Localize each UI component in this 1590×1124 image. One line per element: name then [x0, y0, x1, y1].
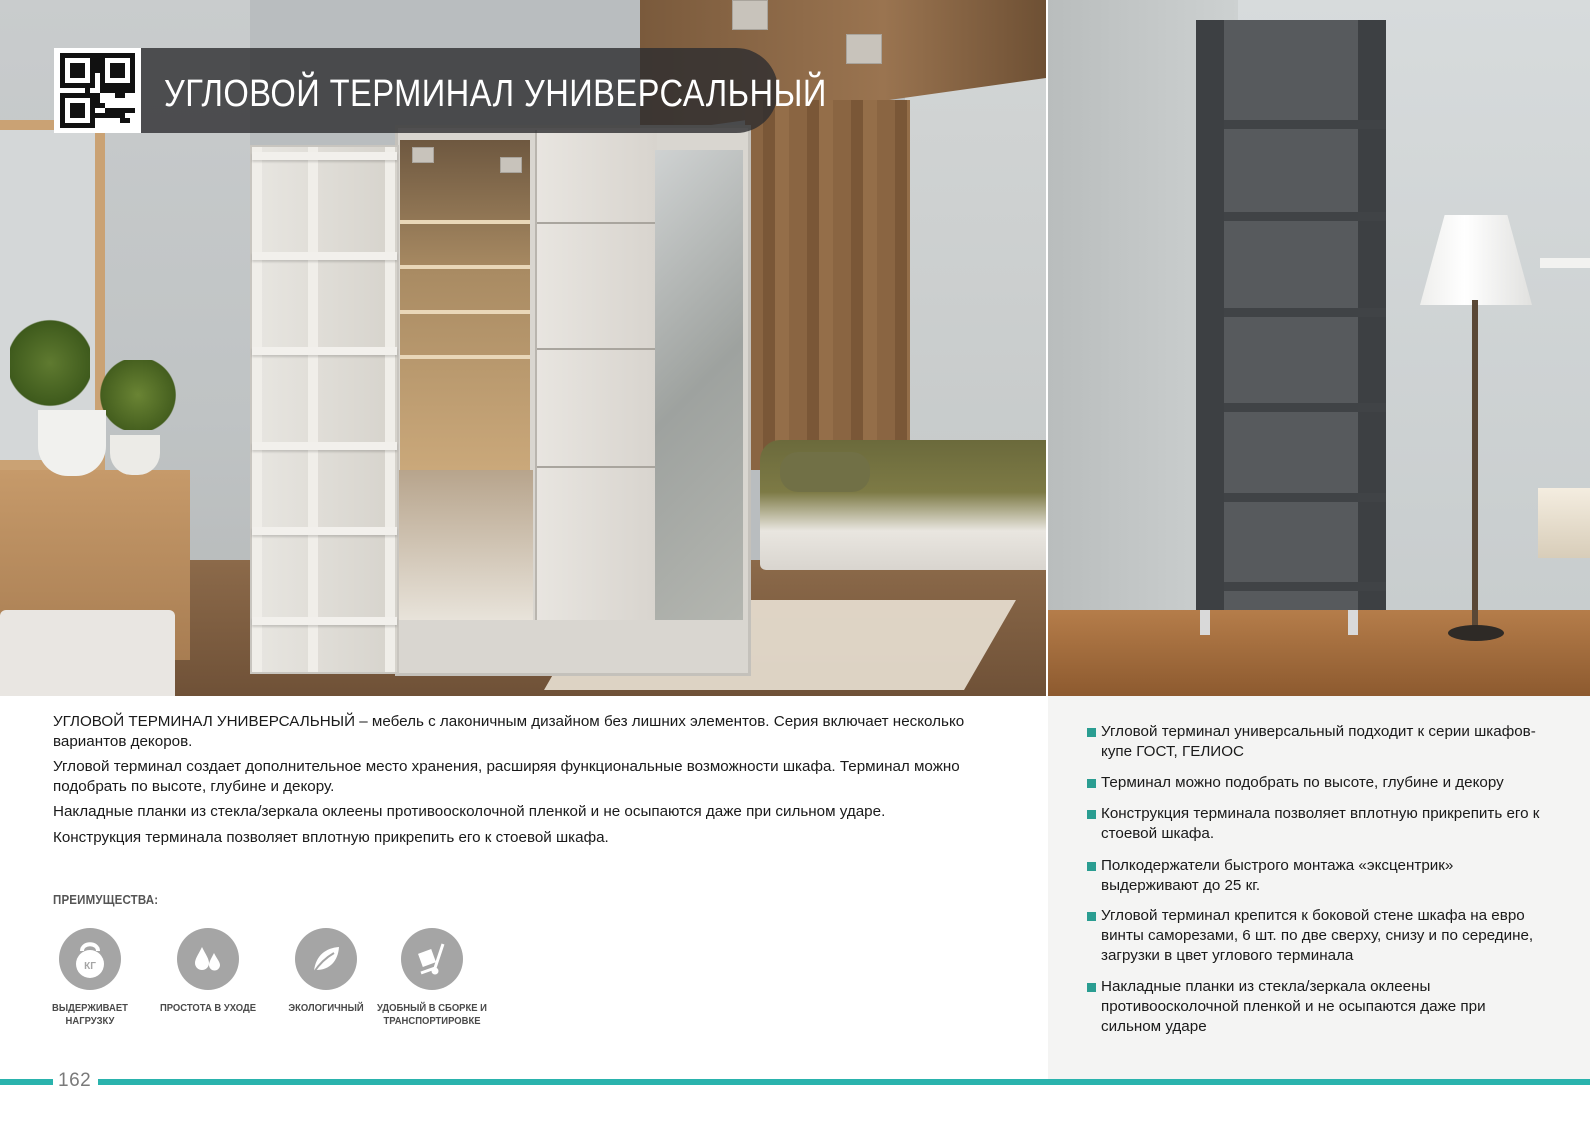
feature-text: Полкодержатели быстрого монтажа «эксцентрик» выдерживают до 25 кг.: [1101, 857, 1454, 894]
feature-item: [1101, 722, 1541, 762]
footer-accent-line: [98, 1079, 1590, 1085]
hand-truck-icon: [401, 928, 463, 990]
footer-accent-line: [0, 1079, 53, 1085]
kettlebell-badge: КГ: [84, 961, 96, 972]
feature-item: [1101, 906, 1541, 966]
feature-item: [1101, 804, 1541, 844]
advantage-assembly: [370, 928, 494, 1028]
product-photo-corner-terminal: [1048, 0, 1590, 696]
description-paragraph: Угловой терминал создает дополнительное место хранения, расширяя функциональные возможности шкафа. Терминал можно подобрать по высоте, глубине и декору.: [53, 758, 960, 795]
feature-item: [1101, 773, 1541, 793]
advantage-label: ВЫДЕРЖИВАЕТ НАГРУЗКУ: [52, 1002, 128, 1027]
description-paragraph: Накладные планки из стекла/зеркала оклеены противоосколочной пленкой и не осыпаются даже при сильном ударе.: [53, 803, 886, 820]
feature-text: Угловой терминал универсальный подходит к серии шкафов-купе ГОСТ, ГЕЛИОС: [1101, 723, 1536, 760]
description-paragraph: Конструкция терминала позволяет вплотную прикрепить его к стоевой шкафа.: [53, 828, 609, 846]
advantage-label: УДОБНЫЙ В СБОРКЕ И ТРАНСПОРТИРОВКЕ: [377, 1002, 487, 1027]
bullet-square-icon: [1087, 862, 1096, 871]
advantage-label: ПРОСТОТА В УХОДЕ: [159, 1002, 257, 1014]
bullet-square-icon: [1087, 983, 1096, 992]
page-number: 162: [58, 1070, 92, 1091]
bullet-square-icon: [1087, 912, 1096, 921]
feature-text: Накладные планки из стекла/зеркала оклеены противоосколочной пленкой и не осыпаются даже при сильном ударе: [1101, 978, 1486, 1035]
description-paragraph: УГЛОВОЙ ТЕРМИНАЛ УНИВЕРСАЛЬНЫЙ – мебель с лаконичным дизайном без лишних элементов. Серия включает несколько вариантов декоров.: [53, 713, 965, 750]
feature-text: Терминал можно подобрать по высоте, глубине и декору: [1101, 774, 1504, 791]
bullet-square-icon: [1087, 810, 1096, 819]
feature-item: [1101, 856, 1541, 896]
feature-text: Конструкция терминала позволяет вплотную прикрепить его к стоевой шкафа.: [1101, 805, 1540, 842]
advantages-heading: ПРЕИМУЩЕСТВА:: [53, 893, 159, 907]
leaf-icon: [295, 928, 357, 990]
bullet-square-icon: [1087, 779, 1096, 788]
kettlebell-icon: [59, 928, 121, 990]
qr-code[interactable]: [54, 48, 141, 133]
advantage-eco: [266, 928, 386, 1015]
advantage-easy-care: [148, 928, 268, 1015]
advantage-label: ЭКОЛОГИЧНЫЙ: [288, 1002, 364, 1014]
advantage-load: [30, 928, 150, 1028]
page-title: УГЛОВОЙ ТЕРМИНАЛ УНИВЕРСАЛЬНЫЙ: [164, 73, 827, 115]
bullet-square-icon: [1087, 728, 1096, 737]
description-block: [53, 712, 998, 853]
feature-text: Угловой терминал крепится к боковой стене шкафа на евро винты саморезами, 6 шт. по две сверху, снизу и по середине, загрузки в цвет углового терминала: [1101, 907, 1534, 964]
water-drops-icon: [177, 928, 239, 990]
feature-item: [1101, 977, 1541, 1037]
